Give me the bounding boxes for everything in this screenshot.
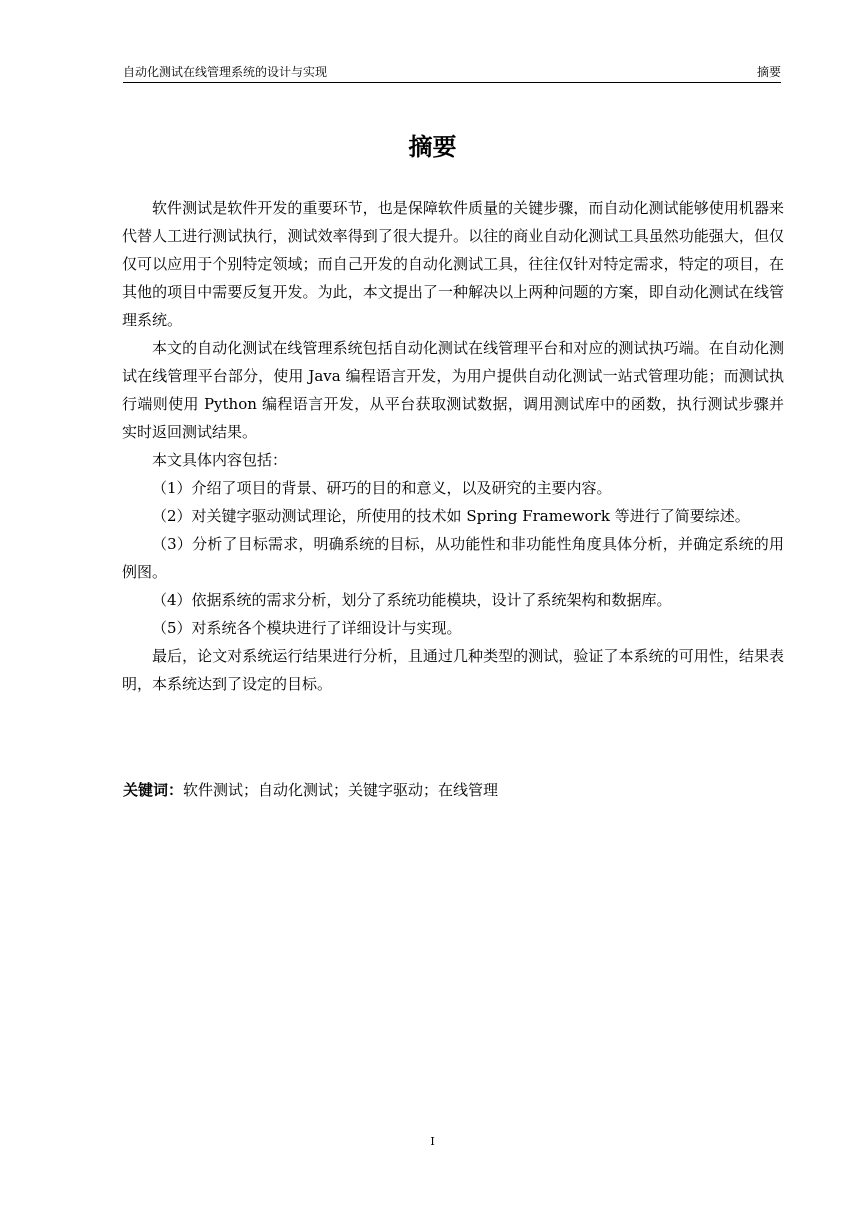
list-item-5: （5）对系统各个模块进行了详细设计与实现。 [152, 619, 462, 637]
running-header [123, 63, 781, 83]
page-title: 摘要 [408, 133, 457, 161]
keywords-line [123, 776, 783, 804]
paragraph-contents-lead: 本文具体内容包括： [152, 451, 288, 469]
list-item-1: （1）介绍了项目的背景、研巧的目的和意义，以及研究的主要内容。 [152, 479, 612, 497]
keywords-text: 软件测试；自动化测试；关键字驱动；在线管理 [183, 781, 499, 799]
list-item-3: （3）分析了目标需求，明确系统的目标，从功能性和非功能性角度具体分析，并确定系统的用例图。 [122, 535, 784, 581]
header-document-title: 自动化测试在线管理系统的设计与实现 [123, 65, 328, 79]
list-item-2: （2）对关键字驱动测试理论，所使用的技术如 Spring Framework 等进行了简要综述。 [152, 507, 750, 525]
abstract-body [122, 194, 784, 698]
paragraph-conclusion: 最后，论文对系统运行结果进行分析，且通过几种类型的测试，验证了本系统的可用性，结果表明，本系统达到了设定的目标。 [122, 647, 784, 693]
page-number: I [430, 1135, 435, 1148]
list-item-4: （4）依据系统的需求分析，划分了系统功能模块，设计了系统架构和数据库。 [152, 591, 672, 609]
paragraph-intro: 软件测试是软件开发的重要环节，也是保障软件质量的关键步骤，而自动化测试能够使用机器来代替人工进行测试执行，测试效率得到了很大提升。以往的商业自动化测试工具虽然功能强大，但仅仅可以应用于个别特定领域；而自己开发的自动化测试工具，往往仅针对特定需求，特定的项目，在其他的项目中需要反复开发。为此，本文提出了一种解决以上两种问题的方案，即自动化测试在线管理系统。 [122, 199, 784, 329]
paragraph-system: 本文的自动化测试在线管理系统包括自动化测试在线管理平台和对应的测试执巧端。在自动化测试在线管理平台部分，使用 Java 编程语言开发，为用户提供自动化测试一站式管理功能；而测试执行端则使用 Python 编程语言开发，从平台获取测试数据，调用测试库中的函数，执行测试步骤并实时返回测试结果。 [122, 339, 784, 441]
header-section-name: 摘要 [756, 65, 781, 79]
keywords-label: 关键词： [123, 781, 184, 799]
